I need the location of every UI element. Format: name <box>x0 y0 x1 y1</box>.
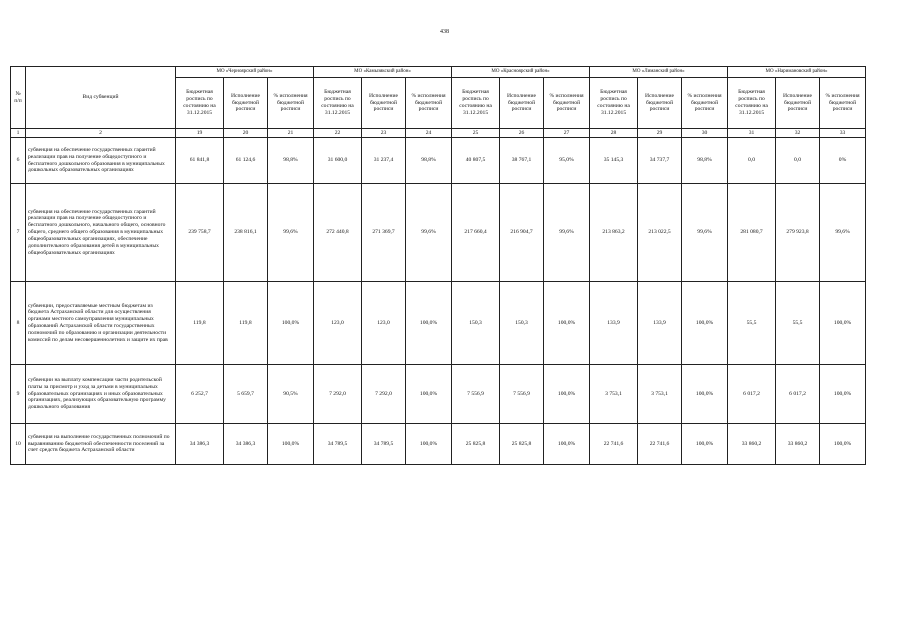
cell-value: 25 825,8 <box>452 424 500 465</box>
col-number: 1 <box>11 129 26 138</box>
cell-value: 123,0 <box>362 282 406 365</box>
col-header-percent: % исполнения бюджетной росписи <box>406 78 452 129</box>
table-row <box>11 184 866 282</box>
cell-value: 99,6% <box>406 184 452 282</box>
cell-value: 3 753,1 <box>638 365 682 424</box>
cell-value: 100,0% <box>682 424 728 465</box>
cell-value: 34 386,3 <box>176 424 224 465</box>
cell-value: 33 860,2 <box>776 424 820 465</box>
cell-value: 6 252,7 <box>176 365 224 424</box>
cell-value: 61 841,8 <box>176 138 224 184</box>
cell-value: 98,8% <box>406 138 452 184</box>
cell-value: 100,0% <box>820 424 866 465</box>
cell-value: 119,8 <box>224 282 268 365</box>
cell-value: 6 017,2 <box>776 365 820 424</box>
col-header-execution: Исполнение бюджетной росписи <box>776 78 820 129</box>
cell-value: 61 124,6 <box>224 138 268 184</box>
col-number: 31 <box>728 129 776 138</box>
col-header-execution: Исполнение бюджетной росписи <box>500 78 544 129</box>
col-header-budget: Бюджетная роспись по состоянию на 31.12.2015 <box>452 78 500 129</box>
col-header-budget: Бюджетная роспись по состоянию на 31.12.2015 <box>590 78 638 129</box>
cell-value: 100,0% <box>820 365 866 424</box>
col-number: 28 <box>590 129 638 138</box>
col-number: 2 <box>26 129 176 138</box>
cell-value: 40 807,5 <box>452 138 500 184</box>
cell-value: 119,8 <box>176 282 224 365</box>
cell-value: 34 386,3 <box>224 424 268 465</box>
cell-value: 34 789,5 <box>314 424 362 465</box>
cell-value: 34 737,7 <box>638 138 682 184</box>
col-header-percent: % исполнения бюджетной росписи <box>682 78 728 129</box>
cell-value: 271 369,7 <box>362 184 406 282</box>
cell-value: 100,0% <box>406 282 452 365</box>
col-header-percent: % исполнения бюджетной росписи <box>268 78 314 129</box>
cell-value: 217 660,4 <box>452 184 500 282</box>
cell-value: 0,0 <box>776 138 820 184</box>
region-header: МО «Красноярский район» <box>452 67 590 78</box>
cell-value: 100,0% <box>544 424 590 465</box>
col-header-budget: Бюджетная роспись по состоянию на 31.12.2015 <box>314 78 362 129</box>
col-header-percent: % исполнения бюджетной росписи <box>544 78 590 129</box>
cell-value: 33 860,2 <box>728 424 776 465</box>
cell-value: 213 022,5 <box>638 184 682 282</box>
cell-value: 239 758,7 <box>176 184 224 282</box>
table-row <box>11 365 866 424</box>
row-number: 10 <box>11 424 26 465</box>
region-header: МО «Черноярский район» <box>176 67 314 78</box>
cell-value: 7 556,9 <box>500 365 544 424</box>
row-description: субвенция на выполнение государственных полномочий по выравниванию бюджетной обеспеченности поселений за счет средств бюджета Астраханской области <box>26 424 176 465</box>
cell-value: 100,0% <box>268 282 314 365</box>
cell-value: 90,5% <box>268 365 314 424</box>
row-number: 6 <box>11 138 26 184</box>
cell-value: 31 237,4 <box>362 138 406 184</box>
cell-value: 25 825,8 <box>500 424 544 465</box>
col-number: 23 <box>362 129 406 138</box>
cell-value: 99,6% <box>544 184 590 282</box>
page-number: 438 <box>440 29 449 35</box>
cell-value: 3 753,1 <box>590 365 638 424</box>
cell-value: 98,8% <box>682 138 728 184</box>
col-header-percent: % исполнения бюджетной росписи <box>820 78 866 129</box>
row-description: субвенция на обеспечение государственных гарантий реализации прав на получение общедоступного и бесплатного дошкольного, начального общего, основного общего, среднего общего образования в муниципальных общеобразовательных организациях, обеспечение дополнительного образования детей в муниципальных общеобразовательных организациях <box>26 184 176 282</box>
cell-value: 100,0% <box>406 424 452 465</box>
cell-value: 279 923,8 <box>776 184 820 282</box>
row-number: 8 <box>11 282 26 365</box>
cell-value: 98,8% <box>268 138 314 184</box>
cell-value: 7 292,0 <box>362 365 406 424</box>
cell-value: 100,0% <box>682 365 728 424</box>
cell-value: 35 145,3 <box>590 138 638 184</box>
col-number: 27 <box>544 129 590 138</box>
cell-value: 6 017,2 <box>728 365 776 424</box>
col-number: 24 <box>406 129 452 138</box>
col-number: 21 <box>268 129 314 138</box>
cell-value: 100,0% <box>268 424 314 465</box>
header-no: № п/п <box>11 67 26 129</box>
row-number: 9 <box>11 365 26 424</box>
row-description: субвенции, предоставляемые местным бюджетам из бюджета Астраханской области для осуществления органами местного самоуправления муниципальных образований Астраханской области государственных полномочий по образованию и организации деятельности комиссий по делам несовершеннолетних и защите их прав <box>26 282 176 365</box>
cell-value: 0,0 <box>728 138 776 184</box>
cell-value: 99,6% <box>268 184 314 282</box>
cell-value: 31 600,0 <box>314 138 362 184</box>
header-type: Вид субвенций <box>26 67 176 129</box>
col-header-budget: Бюджетная роспись по состоянию на 31.12.2015 <box>176 78 224 129</box>
cell-value: 272 440,8 <box>314 184 362 282</box>
col-header-execution: Исполнение бюджетной росписи <box>638 78 682 129</box>
cell-value: 123,0 <box>314 282 362 365</box>
table-row <box>11 282 866 365</box>
col-number: 32 <box>776 129 820 138</box>
cell-value: 100,0% <box>406 365 452 424</box>
cell-value: 22 741,6 <box>590 424 638 465</box>
col-header-execution: Исполнение бюджетной росписи <box>362 78 406 129</box>
region-header: МО «Наримановский район» <box>728 67 866 78</box>
col-number: 20 <box>224 129 268 138</box>
cell-value: 213 863,2 <box>590 184 638 282</box>
region-header: МО «Камызякский район» <box>314 67 452 78</box>
cell-value: 150,3 <box>452 282 500 365</box>
col-header-budget: Бюджетная роспись по состоянию на 31.12.2015 <box>728 78 776 129</box>
cell-value: 100,0% <box>820 282 866 365</box>
col-number: 26 <box>500 129 544 138</box>
cell-value: 34 789,5 <box>362 424 406 465</box>
cell-value: 38 767,1 <box>500 138 544 184</box>
cell-value: 95,0% <box>544 138 590 184</box>
cell-value: 238 816,1 <box>224 184 268 282</box>
cell-value: 133,9 <box>638 282 682 365</box>
subvention-table <box>10 66 866 465</box>
cell-value: 22 741,6 <box>638 424 682 465</box>
cell-value: 5 659,7 <box>224 365 268 424</box>
cell-value: 7 292,0 <box>314 365 362 424</box>
col-number: 33 <box>820 129 866 138</box>
cell-value: 55,5 <box>728 282 776 365</box>
col-number: 25 <box>452 129 500 138</box>
cell-value: 100,0% <box>682 282 728 365</box>
row-description: субвенция на обеспечение государственных гарантий реализации прав на получение общедоступного и бесплатного дошкольного образования в муниципальных дошкольных образовательных организациях <box>26 138 176 184</box>
table-row <box>11 424 866 465</box>
region-header: МО «Лиманский район» <box>590 67 728 78</box>
cell-value: 100,0% <box>544 365 590 424</box>
cell-value: 216 904,7 <box>500 184 544 282</box>
cell-value: 281 080,7 <box>728 184 776 282</box>
cell-value: 0% <box>820 138 866 184</box>
cell-value: 99,6% <box>682 184 728 282</box>
cell-value: 100,0% <box>544 282 590 365</box>
col-number: 30 <box>682 129 728 138</box>
cell-value: 150,3 <box>500 282 544 365</box>
col-number: 29 <box>638 129 682 138</box>
row-description: субвенции на выплату компенсации части родительской платы за присмотр и уход за детьми в муниципальных образовательных организациях и иных образовательных организациях, реализующих образовательную программу дошкольного образования <box>26 365 176 424</box>
cell-value: 99,6% <box>820 184 866 282</box>
row-number: 7 <box>11 184 26 282</box>
cell-value: 7 556,9 <box>452 365 500 424</box>
cell-value: 133,9 <box>590 282 638 365</box>
col-number: 22 <box>314 129 362 138</box>
col-header-execution: Исполнение бюджетной росписи <box>224 78 268 129</box>
col-number: 19 <box>176 129 224 138</box>
cell-value: 55,5 <box>776 282 820 365</box>
table-row <box>11 138 866 184</box>
